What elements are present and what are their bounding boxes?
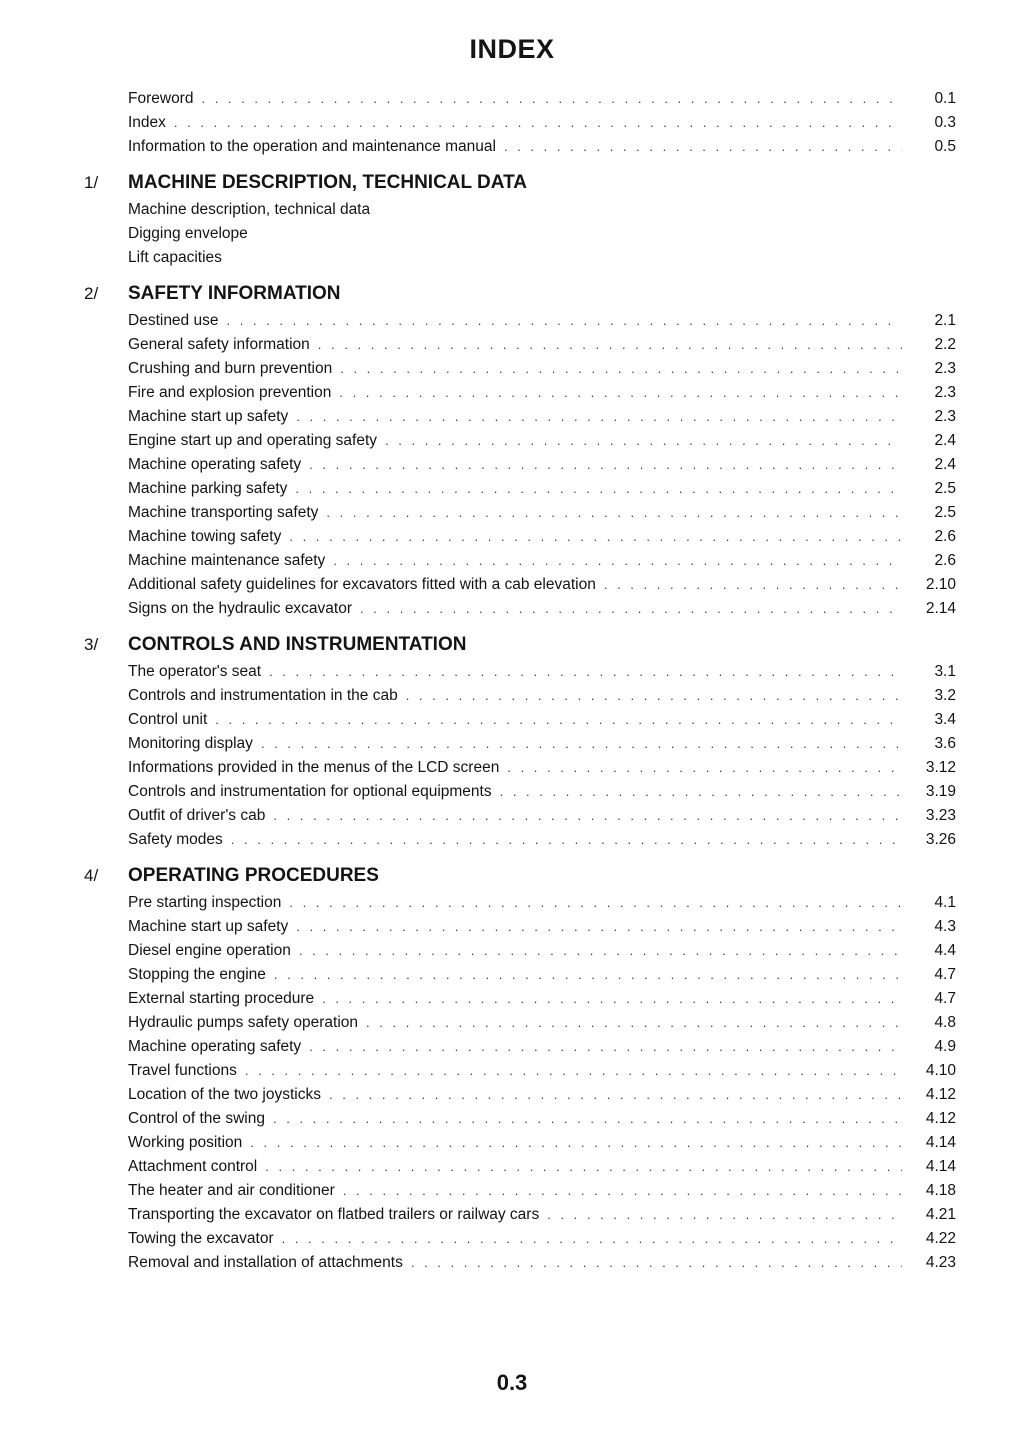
index-entry: [128, 732, 956, 756]
entry-title: Controls and instrumentation for optional equipments: [128, 783, 492, 800]
entry-title: Informations provided in the menus of the LCD screen: [128, 759, 500, 776]
section-heading: [84, 861, 956, 891]
index-entry: [128, 1131, 956, 1155]
index-section: [84, 168, 956, 270]
dot-leader: [273, 1107, 902, 1131]
entry-title: Safety modes: [128, 831, 223, 848]
entry-title: Engine start up and operating safety: [128, 432, 378, 449]
intro-entries: [128, 87, 956, 159]
entry-page-number: 2.3: [934, 360, 956, 377]
dot-leader: [318, 333, 902, 357]
entry-page-number: 2.2: [934, 336, 956, 353]
entry-page-number: 2.14: [925, 600, 956, 617]
entry-title: Machine parking safety: [128, 480, 288, 497]
entry-title: Machine operating safety: [128, 1038, 302, 1055]
index-entry: [128, 1035, 956, 1059]
entry-title: Control unit: [128, 711, 208, 728]
index-entry: [128, 525, 956, 549]
index-entry: [128, 915, 956, 939]
index-sections: [84, 159, 956, 1275]
entry-title: Working position: [128, 1134, 243, 1151]
entry-title: General safety information: [128, 336, 310, 353]
entry-page-number: 4.18: [925, 1182, 956, 1199]
entry-page-number: 3.2: [934, 687, 956, 704]
entry-page-number: 3.4: [934, 711, 956, 728]
section-number: 3/: [84, 635, 99, 654]
entry-title: Lift capacities: [128, 249, 222, 266]
index-entry: [128, 111, 956, 135]
entry-page-number: 4.22: [925, 1230, 956, 1247]
index-entry: [128, 1011, 956, 1035]
index-entry: [128, 87, 956, 111]
entry-title: Foreword: [128, 90, 194, 107]
dot-leader: [273, 804, 902, 828]
dot-leader: [245, 1059, 902, 1083]
index-entry: [128, 1203, 956, 1227]
entry-page-number: 4.8: [934, 1014, 956, 1031]
index-entry: [128, 501, 956, 525]
entry-title: Transporting the excavator on flatbed trailers or railway cars: [128, 1206, 540, 1223]
index-entry: [128, 939, 956, 963]
dot-leader: [269, 660, 902, 684]
entry-page-number: 3.1: [934, 663, 956, 680]
dot-leader: [385, 429, 902, 453]
dot-leader: [333, 549, 902, 573]
index-entry: [128, 453, 956, 477]
dot-leader: [411, 1251, 902, 1275]
section-number: 4/: [84, 866, 99, 885]
entry-page-number: 2.10: [925, 576, 956, 593]
index-entry: [128, 477, 956, 501]
dot-leader: [299, 939, 902, 963]
dot-leader: [296, 405, 902, 429]
dot-leader: [547, 1203, 902, 1227]
index-entry: [128, 660, 956, 684]
index-entry: [128, 405, 956, 429]
entry-title: Machine maintenance safety: [128, 552, 326, 569]
page-number: 0.3: [496, 1370, 528, 1395]
dot-leader: [289, 525, 902, 549]
page-title: INDEX: [469, 34, 555, 64]
entry-page-number: 4.1: [934, 894, 956, 911]
index-list: [84, 87, 956, 1275]
entry-title: Machine start up safety: [128, 918, 289, 935]
index-entry: [128, 198, 956, 222]
dot-leader: [329, 1083, 902, 1107]
index-entry: [128, 573, 956, 597]
index-entry: [128, 1155, 956, 1179]
entry-title: Fire and explosion prevention: [128, 384, 332, 401]
entry-title: Pre starting inspection: [128, 894, 282, 911]
dot-leader: [339, 381, 902, 405]
dot-leader: [289, 891, 902, 915]
entry-title: Crushing and burn prevention: [128, 360, 333, 377]
entry-title: Control of the swing: [128, 1110, 265, 1127]
entry-page-number: 3.6: [934, 735, 956, 752]
dot-leader: [340, 357, 902, 381]
entry-title: Information to the operation and maintenance manual: [128, 138, 496, 155]
section-heading-text: SAFETY INFORMATION: [128, 283, 341, 304]
dot-leader: [500, 780, 902, 804]
entry-title: The heater and air conditioner: [128, 1182, 335, 1199]
section-heading-text: MACHINE DESCRIPTION, TECHNICAL DATA: [128, 172, 527, 193]
entry-title: Diesel engine operation: [128, 942, 291, 959]
section-heading: [84, 630, 956, 660]
index-entry: [128, 963, 956, 987]
entry-title: The operator's seat: [128, 663, 262, 680]
entry-title: Outfit of driver's cab: [128, 807, 266, 824]
index-entry: [128, 222, 956, 246]
entry-page-number: 2.5: [934, 504, 956, 521]
dot-leader: [343, 1179, 902, 1203]
entry-page-number: 4.4: [934, 942, 956, 959]
entry-title: Machine start up safety: [128, 408, 289, 425]
entry-page-number: 4.7: [934, 966, 956, 983]
index-entry: [128, 246, 956, 270]
dot-leader: [326, 501, 902, 525]
entry-page-number: 2.6: [934, 528, 956, 545]
dot-leader: [604, 573, 902, 597]
index-section: [84, 861, 956, 1275]
index-entry: [128, 549, 956, 573]
dot-leader: [406, 684, 902, 708]
entry-title: Signs on the hydraulic excavator: [128, 600, 353, 617]
section-heading-text: CONTROLS AND INSTRUMENTATION: [128, 634, 467, 655]
entry-page-number: 4.12: [925, 1110, 956, 1127]
entry-page-number: 4.9: [934, 1038, 956, 1055]
dot-leader: [215, 708, 902, 732]
dot-leader: [309, 1035, 902, 1059]
dot-leader: [231, 828, 902, 852]
dot-leader: [295, 477, 902, 501]
index-section: [84, 279, 956, 621]
index-entry: [128, 804, 956, 828]
index-entry: [128, 987, 956, 1011]
entry-page-number: 2.4: [934, 456, 956, 473]
index-entry: [128, 1227, 956, 1251]
index-entry: [128, 1083, 956, 1107]
entry-title: Stopping the engine: [128, 966, 266, 983]
entry-title: Machine description, technical data: [128, 201, 371, 218]
entry-title: Towing the excavator: [128, 1230, 274, 1247]
dot-leader: [360, 597, 902, 621]
index-entry: [128, 357, 956, 381]
entry-title: Destined use: [128, 312, 219, 329]
entry-page-number: 3.23: [925, 807, 956, 824]
entry-page-number: 2.4: [934, 432, 956, 449]
index-entry: [128, 708, 956, 732]
dot-leader: [282, 1227, 902, 1251]
dot-leader: [250, 1131, 902, 1155]
entry-page-number: 4.14: [925, 1134, 956, 1151]
section-heading: [84, 279, 956, 309]
dot-leader: [504, 135, 902, 159]
index-entry: [128, 1107, 956, 1131]
index-entry: [128, 135, 956, 159]
entry-page-number: 4.7: [934, 990, 956, 1007]
entry-title: Machine operating safety: [128, 456, 302, 473]
index-entry: [128, 828, 956, 852]
entry-title: Controls and instrumentation in the cab: [128, 687, 398, 704]
index-section: [84, 630, 956, 852]
index-entry: [128, 597, 956, 621]
entry-page-number: 0.1: [934, 90, 956, 107]
entry-page-number: 4.3: [934, 918, 956, 935]
dot-leader: [201, 87, 902, 111]
dot-leader: [261, 732, 902, 756]
entry-page-number: 4.10: [925, 1062, 956, 1079]
entry-page-number: 3.12: [925, 759, 956, 776]
dot-leader: [309, 453, 902, 477]
entry-page-number: 0.3: [934, 114, 956, 131]
index-entry: [128, 1059, 956, 1083]
index-entry: [128, 333, 956, 357]
entry-title: Machine transporting safety: [128, 504, 319, 521]
entry-title: Removal and installation of attachments: [128, 1254, 403, 1271]
index-entry: [128, 429, 956, 453]
entry-title: Machine towing safety: [128, 528, 282, 545]
dot-leader: [274, 963, 902, 987]
entry-title: Location of the two joysticks: [128, 1086, 321, 1103]
index-entry: [128, 309, 956, 333]
index-entry: [128, 1179, 956, 1203]
dot-leader: [265, 1155, 902, 1179]
index-entry: [128, 381, 956, 405]
dot-leader: [226, 309, 902, 333]
dot-leader: [322, 987, 902, 1011]
index-entry: [128, 756, 956, 780]
entry-title: Attachment control: [128, 1158, 258, 1175]
entry-page-number: 3.26: [925, 831, 956, 848]
dot-leader: [507, 756, 902, 780]
entry-page-number: 2.3: [934, 384, 956, 401]
entry-title: Index: [128, 114, 166, 131]
dot-leader: [174, 111, 902, 135]
entry-page-number: 3.19: [925, 783, 956, 800]
entry-title: Digging envelope: [128, 225, 248, 242]
entry-page-number: 0.5: [934, 138, 956, 155]
entry-page-number: 4.14: [925, 1158, 956, 1175]
index-entry: [128, 891, 956, 915]
entry-page-number: 2.3: [934, 408, 956, 425]
entry-page-number: 4.12: [925, 1086, 956, 1103]
entry-page-number: 4.23: [925, 1254, 956, 1271]
dot-leader: [296, 915, 902, 939]
section-number: 2/: [84, 284, 99, 303]
index-entry: [128, 780, 956, 804]
entry-page-number: 2.5: [934, 480, 956, 497]
entry-title: Additional safety guidelines for excavators fitted with a cab elevation: [128, 576, 596, 593]
index-entry: [128, 684, 956, 708]
section-heading: [84, 168, 956, 198]
section-heading-text: OPERATING PROCEDURES: [128, 865, 379, 886]
entry-page-number: 2.6: [934, 552, 956, 569]
entry-title: Travel functions: [128, 1062, 237, 1079]
dot-leader: [366, 1011, 902, 1035]
section-number: 1/: [84, 173, 99, 192]
entry-page-number: 2.1: [934, 312, 956, 329]
entry-title: Monitoring display: [128, 735, 253, 752]
index-entry: [128, 1251, 956, 1275]
entry-title: External starting procedure: [128, 990, 315, 1007]
entry-title: Hydraulic pumps safety operation: [128, 1014, 359, 1031]
entry-page-number: 4.21: [925, 1206, 956, 1223]
